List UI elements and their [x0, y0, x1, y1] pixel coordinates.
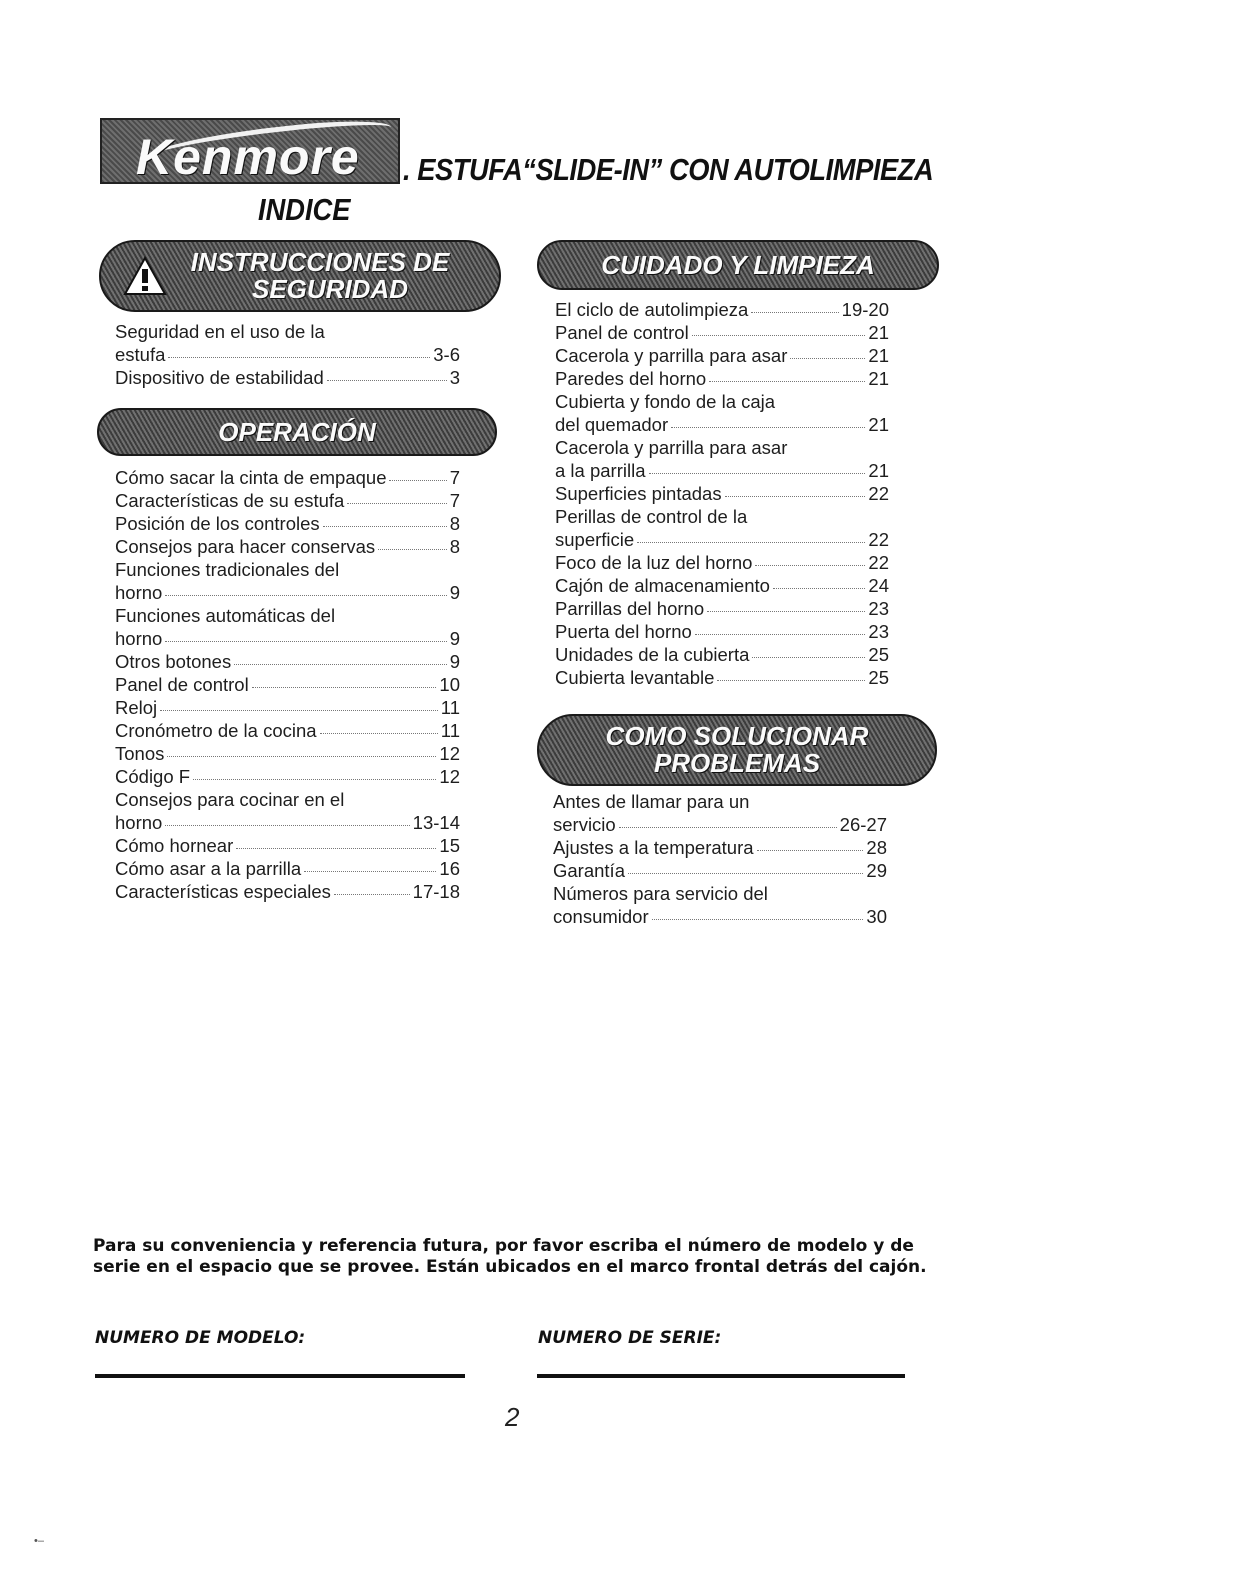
- entry-page: 21: [868, 345, 889, 366]
- dot-leader: [320, 733, 438, 734]
- entry-page: 7: [449, 490, 460, 511]
- dot-leader: [755, 565, 865, 566]
- dot-leader: [327, 380, 447, 381]
- dot-leader: [160, 710, 438, 711]
- dot-leader: [378, 549, 447, 550]
- entry-page: 21: [868, 322, 889, 343]
- entry-page: 24: [868, 575, 889, 596]
- entry-page: 7: [449, 467, 460, 488]
- dot-leader: [773, 588, 865, 589]
- index-entry: [555, 643, 889, 666]
- dot-leader: [304, 871, 436, 872]
- dot-leader: [790, 358, 865, 359]
- entry-label: Consejos para hacer conservas: [115, 536, 376, 557]
- entry-label: Otros botones: [115, 651, 232, 672]
- entry-label: Panel de control: [115, 674, 249, 695]
- page-number: 2: [505, 1402, 520, 1432]
- index-entry: [115, 834, 460, 857]
- entry-label: Reloj: [115, 697, 158, 718]
- index-entry-continued: Funciones tradicionales del: [115, 559, 340, 580]
- entry-page: 9: [449, 628, 460, 649]
- entry-page: 23: [868, 621, 889, 642]
- cuidado-entries: [555, 298, 889, 689]
- index-entry-continued: Antes de llamar para un: [553, 791, 750, 812]
- section-title-line2: SEGURIDAD: [251, 274, 408, 304]
- index-entry-continued: Cacerola y parrilla para asar: [555, 437, 788, 458]
- seguridad-entries: [115, 320, 460, 389]
- dot-leader: [619, 827, 837, 828]
- entry-page: 22: [868, 483, 889, 504]
- dot-leader: [165, 641, 446, 642]
- entry-page: 22: [868, 529, 889, 550]
- index-entry: [555, 666, 889, 689]
- entry-page: 25: [868, 667, 889, 688]
- document-title: . ESTUFA“SLIDE-IN” CON AUTOLIMPIEZA: [403, 152, 934, 187]
- index-entry: [555, 321, 889, 344]
- index-entry-continued: Perillas de control de la: [555, 506, 748, 527]
- entry-page: 22: [868, 552, 889, 573]
- entry-page: 12: [439, 766, 460, 787]
- index-entry: [115, 466, 460, 489]
- entry-label: Paredes del horno: [555, 368, 707, 389]
- dot-leader: [323, 526, 447, 527]
- entry-page: 19-20: [841, 299, 889, 320]
- section-title-line1: COMO SOLUCIONAR: [605, 721, 869, 752]
- index-entry: [555, 459, 889, 482]
- index-entry-continued: Funciones automáticas del: [115, 605, 336, 626]
- entry-page: 9: [449, 651, 460, 672]
- entry-label: Dispositivo de estabilidad: [115, 367, 324, 388]
- index-entry: [555, 298, 889, 321]
- entry-label: horno: [115, 582, 163, 603]
- section-header-seguridad: [99, 240, 501, 312]
- entry-label: Cubierta levantable: [555, 667, 715, 688]
- section-header-problemas: [537, 714, 937, 786]
- section-header-operacion: [97, 408, 497, 456]
- entry-label: Cómo sacar la cinta de empaque: [115, 467, 387, 488]
- index-entry: [115, 535, 460, 558]
- entry-page: 15: [439, 835, 460, 856]
- warning-icon: [123, 256, 167, 296]
- entry-page: 21: [868, 414, 889, 435]
- dot-leader: [234, 664, 447, 665]
- index-entry-continued: Seguridad en el uso de la: [115, 321, 325, 342]
- entry-label: Cajón de almacenamiento: [555, 575, 770, 596]
- entry-page: 29: [866, 860, 887, 881]
- entry-page: 28: [866, 837, 887, 858]
- entry-label: horno: [115, 812, 163, 833]
- section-title-line1: INSTRUCCIONES DE: [190, 247, 450, 278]
- index-entry: [555, 620, 889, 643]
- dot-leader: [347, 503, 446, 504]
- dot-leader: [757, 850, 864, 851]
- index-entry: [115, 811, 460, 834]
- entry-label: Características especiales: [115, 881, 331, 902]
- index-entry: [115, 627, 460, 650]
- index-entry: [553, 836, 887, 859]
- entry-label: Cacerola y parrilla para asar: [555, 345, 788, 366]
- entry-label: servicio: [553, 814, 616, 835]
- dot-leader: [167, 756, 436, 757]
- dot-leader: [165, 825, 409, 826]
- dot-leader: [707, 611, 865, 612]
- entry-page: 13-14: [412, 812, 460, 833]
- entry-page: 25: [868, 644, 889, 665]
- model-number-label: NUMERO DE MODELO:: [95, 1328, 306, 1348]
- dot-leader: [236, 848, 436, 849]
- entry-label: Código F: [115, 766, 191, 787]
- dot-leader: [649, 473, 866, 474]
- dot-leader: [692, 335, 866, 336]
- index-entry: [555, 597, 889, 620]
- dot-leader: [752, 657, 865, 658]
- dot-leader: [751, 312, 838, 313]
- entry-page: 11: [440, 697, 460, 718]
- entry-label: Parrillas del horno: [555, 598, 705, 619]
- dot-leader: [637, 542, 865, 543]
- entry-label: Tonos: [115, 743, 165, 764]
- entry-page: 9: [449, 582, 460, 603]
- entry-label: superficie: [555, 529, 635, 550]
- index-entry: [115, 765, 460, 788]
- dot-leader: [334, 894, 410, 895]
- entry-page: 23: [868, 598, 889, 619]
- entry-page: 30: [866, 906, 887, 927]
- dot-leader: [252, 687, 437, 688]
- serial-number-line: [537, 1374, 905, 1378]
- index-entry-continued: Consejos para cocinar en el: [115, 789, 345, 810]
- entry-page: 16: [439, 858, 460, 879]
- entry-label: Cómo asar a la parrilla: [115, 858, 302, 879]
- scan-mark: •–: [34, 1535, 44, 1547]
- entry-label: a la parrilla: [555, 460, 646, 481]
- entry-label: El ciclo de autolimpieza: [555, 299, 749, 320]
- entry-label: Ajustes a la temperatura: [553, 837, 754, 858]
- entry-label: Características de su estufa: [115, 490, 345, 511]
- entry-label: Posición de los controles: [115, 513, 320, 534]
- index-entry-continued: Cubierta y fondo de la caja: [555, 391, 776, 412]
- entry-page: 17-18: [412, 881, 460, 902]
- index-entry: [553, 859, 887, 882]
- dot-leader: [168, 357, 430, 358]
- index-entry: [555, 413, 889, 436]
- section-title-line2: PROBLEMAS: [653, 748, 821, 778]
- index-entry: [555, 574, 889, 597]
- entry-label: horno: [115, 628, 163, 649]
- dot-leader: [695, 634, 866, 635]
- dot-leader: [193, 779, 436, 780]
- dot-leader: [725, 496, 866, 497]
- index-entry: [115, 650, 460, 673]
- operacion-entries: [115, 466, 460, 903]
- index-entry: [115, 880, 460, 903]
- index-entry: [115, 581, 460, 604]
- index-entry: [555, 344, 889, 367]
- entry-label: Unidades de la cubierta: [555, 644, 750, 665]
- dot-leader: [628, 873, 863, 874]
- index-entry: [555, 551, 889, 574]
- entry-label: Foco de la luz del horno: [555, 552, 753, 573]
- dot-leader: [389, 480, 446, 481]
- entry-page: 26-27: [839, 814, 887, 835]
- model-number-line: [95, 1374, 465, 1378]
- index-entry: [555, 528, 889, 551]
- entry-label: Puerta del horno: [555, 621, 692, 642]
- dot-leader: [652, 919, 864, 920]
- entry-page: 21: [868, 460, 889, 481]
- entry-page: 11: [440, 720, 460, 741]
- problemas-entries: [553, 790, 887, 928]
- kenmore-logo: [100, 118, 400, 184]
- index-entry: [115, 742, 460, 765]
- index-entry: [555, 482, 889, 505]
- registration-note: Para su conveniencia y referencia futura, por favor escriba el número de modelo y de serie en el espacio que se provee. Están ubicados en el marco frontal detrás del cajón.: [93, 1236, 927, 1277]
- index-entry: [553, 813, 887, 836]
- entry-label: del quemador: [555, 414, 669, 435]
- dot-leader: [671, 427, 865, 428]
- dot-leader: [717, 680, 865, 681]
- entry-page: 8: [449, 536, 460, 557]
- entry-label: estufa: [115, 344, 166, 365]
- entry-page: 10: [439, 674, 460, 695]
- entry-page: 21: [868, 368, 889, 389]
- dot-leader: [165, 595, 446, 596]
- index-entry: [115, 696, 460, 719]
- entry-label: Cronómetro de la cocina: [115, 720, 317, 741]
- logo-wordmark: Kenmore: [136, 129, 360, 184]
- index-entry: [555, 367, 889, 390]
- index-entry: [115, 857, 460, 880]
- entry-label: Garantía: [553, 860, 625, 881]
- index-entry: [115, 719, 460, 742]
- entry-label: Panel de control: [555, 322, 689, 343]
- index-entry: [115, 489, 460, 512]
- section-title-line1: CUIDADO Y LIMPIEZA: [601, 249, 875, 280]
- dot-leader: [709, 381, 865, 382]
- index-heading: INDICE: [258, 192, 351, 227]
- index-entry: [115, 366, 460, 389]
- entry-page: 8: [449, 513, 460, 534]
- section-header-cuidado: [537, 240, 939, 290]
- serial-number-label: NUMERO DE SERIE:: [538, 1328, 722, 1348]
- index-entry: [115, 512, 460, 535]
- index-entry: [115, 343, 460, 366]
- entry-label: consumidor: [553, 906, 649, 927]
- entry-label: Superficies pintadas: [555, 483, 722, 504]
- entry-page: 3: [449, 367, 460, 388]
- index-entry-continued: Números para servicio del: [553, 883, 768, 904]
- index-entry: [115, 673, 460, 696]
- index-entry: [553, 905, 887, 928]
- entry-label: Cómo hornear: [115, 835, 234, 856]
- entry-page: 12: [439, 743, 460, 764]
- entry-page: 3-6: [433, 344, 460, 365]
- section-title-line1: OPERACIÓN: [218, 416, 376, 447]
